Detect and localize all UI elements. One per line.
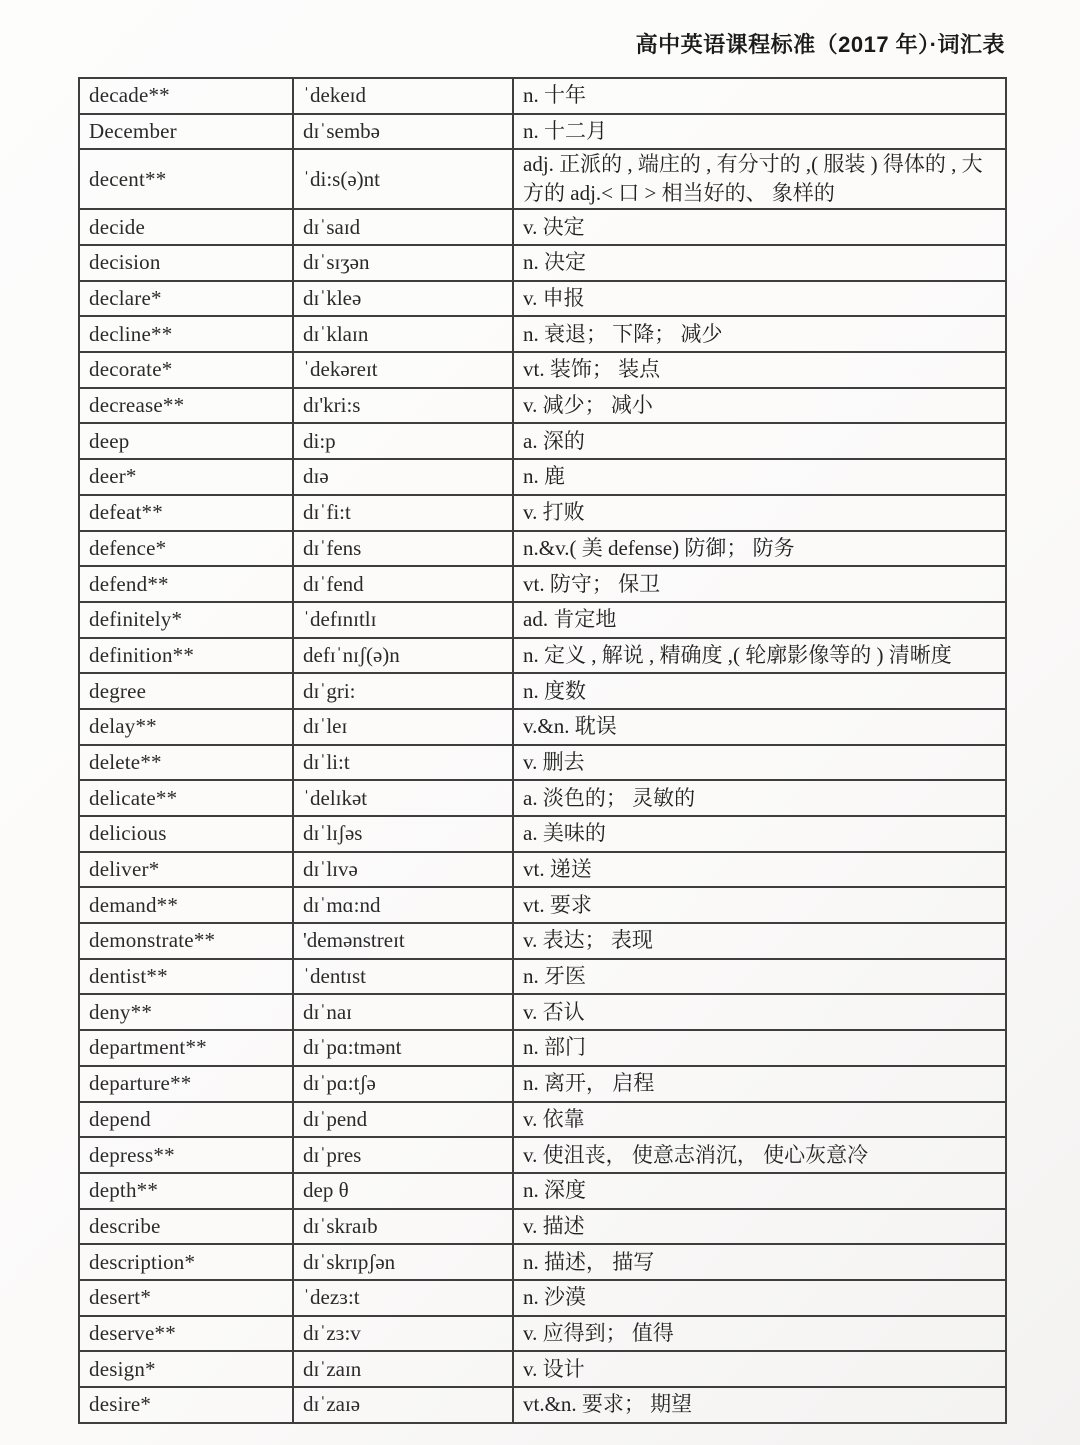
table-row: [79, 959, 1006, 995]
definition-cell: v. 依靠: [513, 1102, 1006, 1138]
definition-cell: n. 十二月: [513, 114, 1006, 150]
table-row: [79, 1066, 1006, 1102]
definition-cell: n. 描述， 描写: [513, 1244, 1006, 1280]
word-cell: describe: [79, 1209, 293, 1245]
word-cell: decrease**: [79, 388, 293, 424]
word-cell: departure**: [79, 1066, 293, 1102]
definition-cell: n. 决定: [513, 245, 1006, 281]
word-cell: decision: [79, 245, 293, 281]
word-cell: deny**: [79, 994, 293, 1030]
phonetic-cell: dɪˈsembə: [293, 114, 513, 150]
word-cell: demonstrate**: [79, 923, 293, 959]
word-cell: delicious: [79, 816, 293, 852]
definition-cell: v. 表达； 表现: [513, 923, 1006, 959]
table-row: [79, 994, 1006, 1030]
word-cell: decade**: [79, 78, 293, 114]
definition-cell: n.&v.( 美 defense) 防御； 防务: [513, 531, 1006, 567]
definition-cell: n. 深度: [513, 1173, 1006, 1209]
definition-cell: v. 应得到； 值得: [513, 1316, 1006, 1352]
phonetic-cell: ˈdekeɪd: [293, 78, 513, 114]
word-cell: decline**: [79, 316, 293, 352]
table-row: [79, 1209, 1006, 1245]
word-cell: depress**: [79, 1137, 293, 1173]
phonetic-cell: dɪə: [293, 459, 513, 495]
word-cell: demand**: [79, 887, 293, 923]
table-row: [79, 388, 1006, 424]
phonetic-cell: dɪˈpend: [293, 1102, 513, 1138]
phonetic-cell: ˈdentɪst: [293, 959, 513, 995]
phonetic-cell: ˈdefɪnɪtlɪ: [293, 602, 513, 638]
vocabulary-table: [78, 77, 1007, 1424]
phonetic-cell: ˈdezɜ:t: [293, 1280, 513, 1316]
definition-cell: a. 美味的: [513, 816, 1006, 852]
table-row: [79, 1387, 1006, 1423]
table-row: [79, 114, 1006, 150]
table-row: [79, 745, 1006, 781]
phonetic-cell: dɪ'kri:s: [293, 388, 513, 424]
phonetic-cell: dɪˈkleə: [293, 281, 513, 317]
definition-cell: v. 决定: [513, 209, 1006, 245]
table-row: [79, 495, 1006, 531]
table-row: [79, 316, 1006, 352]
table-row: [79, 1173, 1006, 1209]
phonetic-cell: ˈdi:s(ə)nt: [293, 149, 513, 209]
phonetic-cell: dɪˈpɑ:tʃə: [293, 1066, 513, 1102]
definition-cell: n. 沙漠: [513, 1280, 1006, 1316]
definition-cell: v. 减少； 减小: [513, 388, 1006, 424]
word-cell: dentist**: [79, 959, 293, 995]
phonetic-cell: dɪˈlɪʃəs: [293, 816, 513, 852]
definition-cell: vt. 要求: [513, 887, 1006, 923]
table-row: [79, 1244, 1006, 1280]
table-row: [79, 673, 1006, 709]
definition-cell: n. 衰退； 下降； 减少: [513, 316, 1006, 352]
table-row: [79, 709, 1006, 745]
word-cell: depth**: [79, 1173, 293, 1209]
phonetic-cell: dɪˈleɪ: [293, 709, 513, 745]
definition-cell: v. 设计: [513, 1351, 1006, 1387]
phonetic-cell: dɪˈskrɪpʃən: [293, 1244, 513, 1280]
phonetic-cell: ˈdelɪkət: [293, 780, 513, 816]
phonetic-cell: dɪˈgri:: [293, 673, 513, 709]
phonetic-cell: dɪˈmɑ:nd: [293, 887, 513, 923]
phonetic-cell: dɪˈfend: [293, 566, 513, 602]
definition-cell: n. 鹿: [513, 459, 1006, 495]
phonetic-cell: dɪˈzɜ:v: [293, 1316, 513, 1352]
table-row: [79, 780, 1006, 816]
definition-cell: n. 离开， 启程: [513, 1066, 1006, 1102]
phonetic-cell: dɪˈklaɪn: [293, 316, 513, 352]
table-row: [79, 1102, 1006, 1138]
word-cell: decent**: [79, 149, 293, 209]
phonetic-cell: dɪˈzaɪn: [293, 1351, 513, 1387]
word-cell: depend: [79, 1102, 293, 1138]
phonetic-cell: 'demənstreɪt: [293, 923, 513, 959]
phonetic-cell: dɪˈlɪvə: [293, 852, 513, 888]
word-cell: December: [79, 114, 293, 150]
phonetic-cell: dɪˈpres: [293, 1137, 513, 1173]
table-row: [79, 459, 1006, 495]
word-cell: department**: [79, 1030, 293, 1066]
table-row: [79, 602, 1006, 638]
definition-cell: a. 深的: [513, 423, 1006, 459]
table-row: [79, 531, 1006, 567]
table-row: [79, 352, 1006, 388]
word-cell: deer*: [79, 459, 293, 495]
table-row: [79, 78, 1006, 114]
phonetic-cell: dɪˈfi:t: [293, 495, 513, 531]
phonetic-cell: dɪˈzaɪə: [293, 1387, 513, 1423]
word-cell: delete**: [79, 745, 293, 781]
word-cell: deep: [79, 423, 293, 459]
table-row: [79, 923, 1006, 959]
definition-cell: a. 淡色的； 灵敏的: [513, 780, 1006, 816]
phonetic-cell: defɪˈnɪʃ(ə)n: [293, 638, 513, 674]
word-cell: defence*: [79, 531, 293, 567]
definition-cell: vt. 递送: [513, 852, 1006, 888]
word-cell: deliver*: [79, 852, 293, 888]
table-row: [79, 1351, 1006, 1387]
definition-cell: n. 度数: [513, 673, 1006, 709]
word-cell: delay**: [79, 709, 293, 745]
word-cell: defeat**: [79, 495, 293, 531]
phonetic-cell: ˈdekəreɪt: [293, 352, 513, 388]
definition-cell: adj. 正派的 , 端庄的 , 有分寸的 ,( 服装 ) 得体的 , 大方的 adj.< 口 > 相当好的、 象样的: [513, 149, 1006, 209]
phonetic-cell: dɪˈsɪʒən: [293, 245, 513, 281]
definition-cell: v. 申报: [513, 281, 1006, 317]
definition-cell: n. 定义 , 解说 , 精确度 ,( 轮廓影像等的 ) 清晰度: [513, 638, 1006, 674]
table-row: [79, 1137, 1006, 1173]
phonetic-cell: dɪˈsaɪd: [293, 209, 513, 245]
phonetic-cell: di:p: [293, 423, 513, 459]
page-title: 高中英语课程标准（2017 年）·词汇表: [635, 32, 1005, 57]
phonetic-cell: dɪˈli:t: [293, 745, 513, 781]
definition-cell: n. 部门: [513, 1030, 1006, 1066]
table-row: [79, 566, 1006, 602]
definition-cell: v. 使沮丧， 使意志消沉， 使心灰意冷: [513, 1137, 1006, 1173]
definition-cell: v. 否认: [513, 994, 1006, 1030]
table-row: [79, 245, 1006, 281]
definition-cell: vt. 防守； 保卫: [513, 566, 1006, 602]
phonetic-cell: dɪˈskraɪb: [293, 1209, 513, 1245]
table-row: [79, 852, 1006, 888]
word-cell: design*: [79, 1351, 293, 1387]
word-cell: definition**: [79, 638, 293, 674]
phonetic-cell: dɪˈpɑ:tmənt: [293, 1030, 513, 1066]
word-cell: desire*: [79, 1387, 293, 1423]
word-cell: defend**: [79, 566, 293, 602]
vocabulary-table-body: [79, 78, 1006, 1423]
table-row: [79, 423, 1006, 459]
word-cell: degree: [79, 673, 293, 709]
definition-cell: v. 打败: [513, 495, 1006, 531]
table-row: [79, 887, 1006, 923]
definition-cell: ad. 肯定地: [513, 602, 1006, 638]
word-cell: decide: [79, 209, 293, 245]
definition-cell: v. 删去: [513, 745, 1006, 781]
table-row: [79, 1316, 1006, 1352]
definition-cell: v. 描述: [513, 1209, 1006, 1245]
word-cell: definitely*: [79, 602, 293, 638]
phonetic-cell: dep θ: [293, 1173, 513, 1209]
phonetic-cell: dɪˈnaɪ: [293, 994, 513, 1030]
table-row: [79, 1030, 1006, 1066]
definition-cell: n. 十年: [513, 78, 1006, 114]
word-cell: declare*: [79, 281, 293, 317]
word-cell: description*: [79, 1244, 293, 1280]
definition-cell: vt.&n. 要求； 期望: [513, 1387, 1006, 1423]
definition-cell: n. 牙医: [513, 959, 1006, 995]
table-row: [79, 638, 1006, 674]
definition-cell: v.&n. 耽误: [513, 709, 1006, 745]
table-row: [79, 1280, 1006, 1316]
phonetic-cell: dɪˈfens: [293, 531, 513, 567]
table-row: [79, 816, 1006, 852]
word-cell: deserve**: [79, 1316, 293, 1352]
word-cell: desert*: [79, 1280, 293, 1316]
table-row: [79, 209, 1006, 245]
word-cell: delicate**: [79, 780, 293, 816]
table-row: [79, 281, 1006, 317]
table-row: [79, 149, 1006, 209]
page-header: [78, 28, 1005, 59]
word-cell: decorate*: [79, 352, 293, 388]
definition-cell: vt. 装饰； 装点: [513, 352, 1006, 388]
